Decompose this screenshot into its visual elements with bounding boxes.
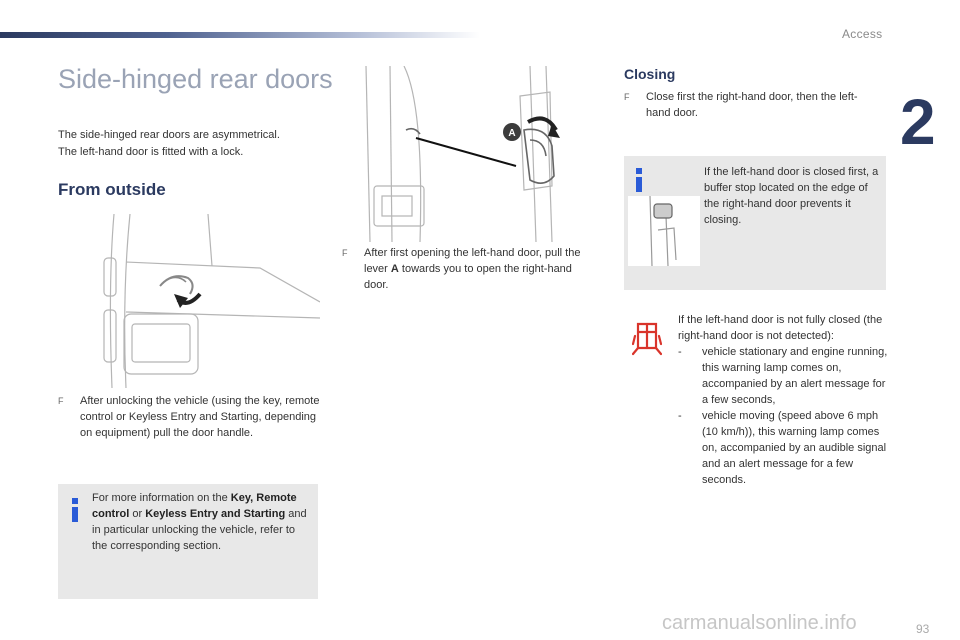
intro-line-1: The side-hinged rear doors are asymmetrical. — [58, 129, 280, 141]
intro-text — [58, 127, 328, 161]
closing-step — [624, 89, 874, 121]
info-icon — [636, 168, 642, 192]
header-bar — [0, 32, 480, 38]
buffer-stop-figure — [628, 196, 700, 266]
lever-a-figure — [340, 66, 570, 242]
section-name: Access — [842, 27, 883, 41]
from-outside-step-text: After unlocking the vehicle (using the key, remote control or Keyless Entry and Starting, depending on equipment) pull the door handle. — [80, 395, 320, 439]
from-outside-heading: From outside — [58, 180, 166, 199]
warning-intro: If the left-hand door is not fully closed (the right-hand door is not detected): — [678, 314, 883, 342]
warning-item-stationary: - vehicle stationary and engine running, this warning lamp comes on, accompanied by an alert message for a few seconds, — [678, 346, 888, 406]
closing-heading: Closing — [624, 66, 676, 82]
info-icon — [72, 498, 78, 522]
step-marker: F — [58, 396, 64, 406]
lever-label: A — [390, 263, 399, 275]
door-open-warning-icon — [632, 318, 662, 358]
warning-item-moving: - vehicle moving (speed above 6 mph (10 km/h)), this warning lamp comes on, accompanied by an audible signal and an alert message for a few seconds. — [678, 410, 887, 486]
lever-step — [342, 245, 590, 293]
info-box-buffer-stop — [624, 156, 886, 290]
step-marker: F — [624, 92, 630, 102]
page-number: 93 — [916, 622, 930, 636]
closing-step-text: Close first the right-hand door, then the left-hand door. — [646, 91, 858, 119]
page-title: Side-hinged rear doors — [58, 64, 333, 94]
callout-a: A — [508, 128, 516, 139]
info-box-buffer-stop-text: If the left-hand door is closed first, a buffer stop located on the edge of the right-hand door prevents it closing. — [704, 166, 879, 226]
watermark: carmanualsonline.info — [662, 612, 857, 634]
rear-door-handle-figure — [100, 214, 320, 388]
step-marker: F — [342, 248, 348, 258]
chapter-number: 2 — [900, 86, 936, 158]
intro-line-2: The left-hand door is fitted with a lock. — [58, 146, 244, 158]
lever-step-text: After first opening the left-hand door, pull the lever A towards you to open the right-hand door. — [364, 247, 581, 291]
warning-list — [678, 344, 890, 488]
info-box-remote-control-text: For more information on the Key, Remote control or Keyless Entry and Starting and in particular unlocking the vehicle, refer to the corresponding section. — [92, 492, 307, 552]
info-box-remote-control — [58, 484, 318, 599]
warning-text — [678, 312, 890, 488]
from-outside-step — [58, 393, 320, 441]
